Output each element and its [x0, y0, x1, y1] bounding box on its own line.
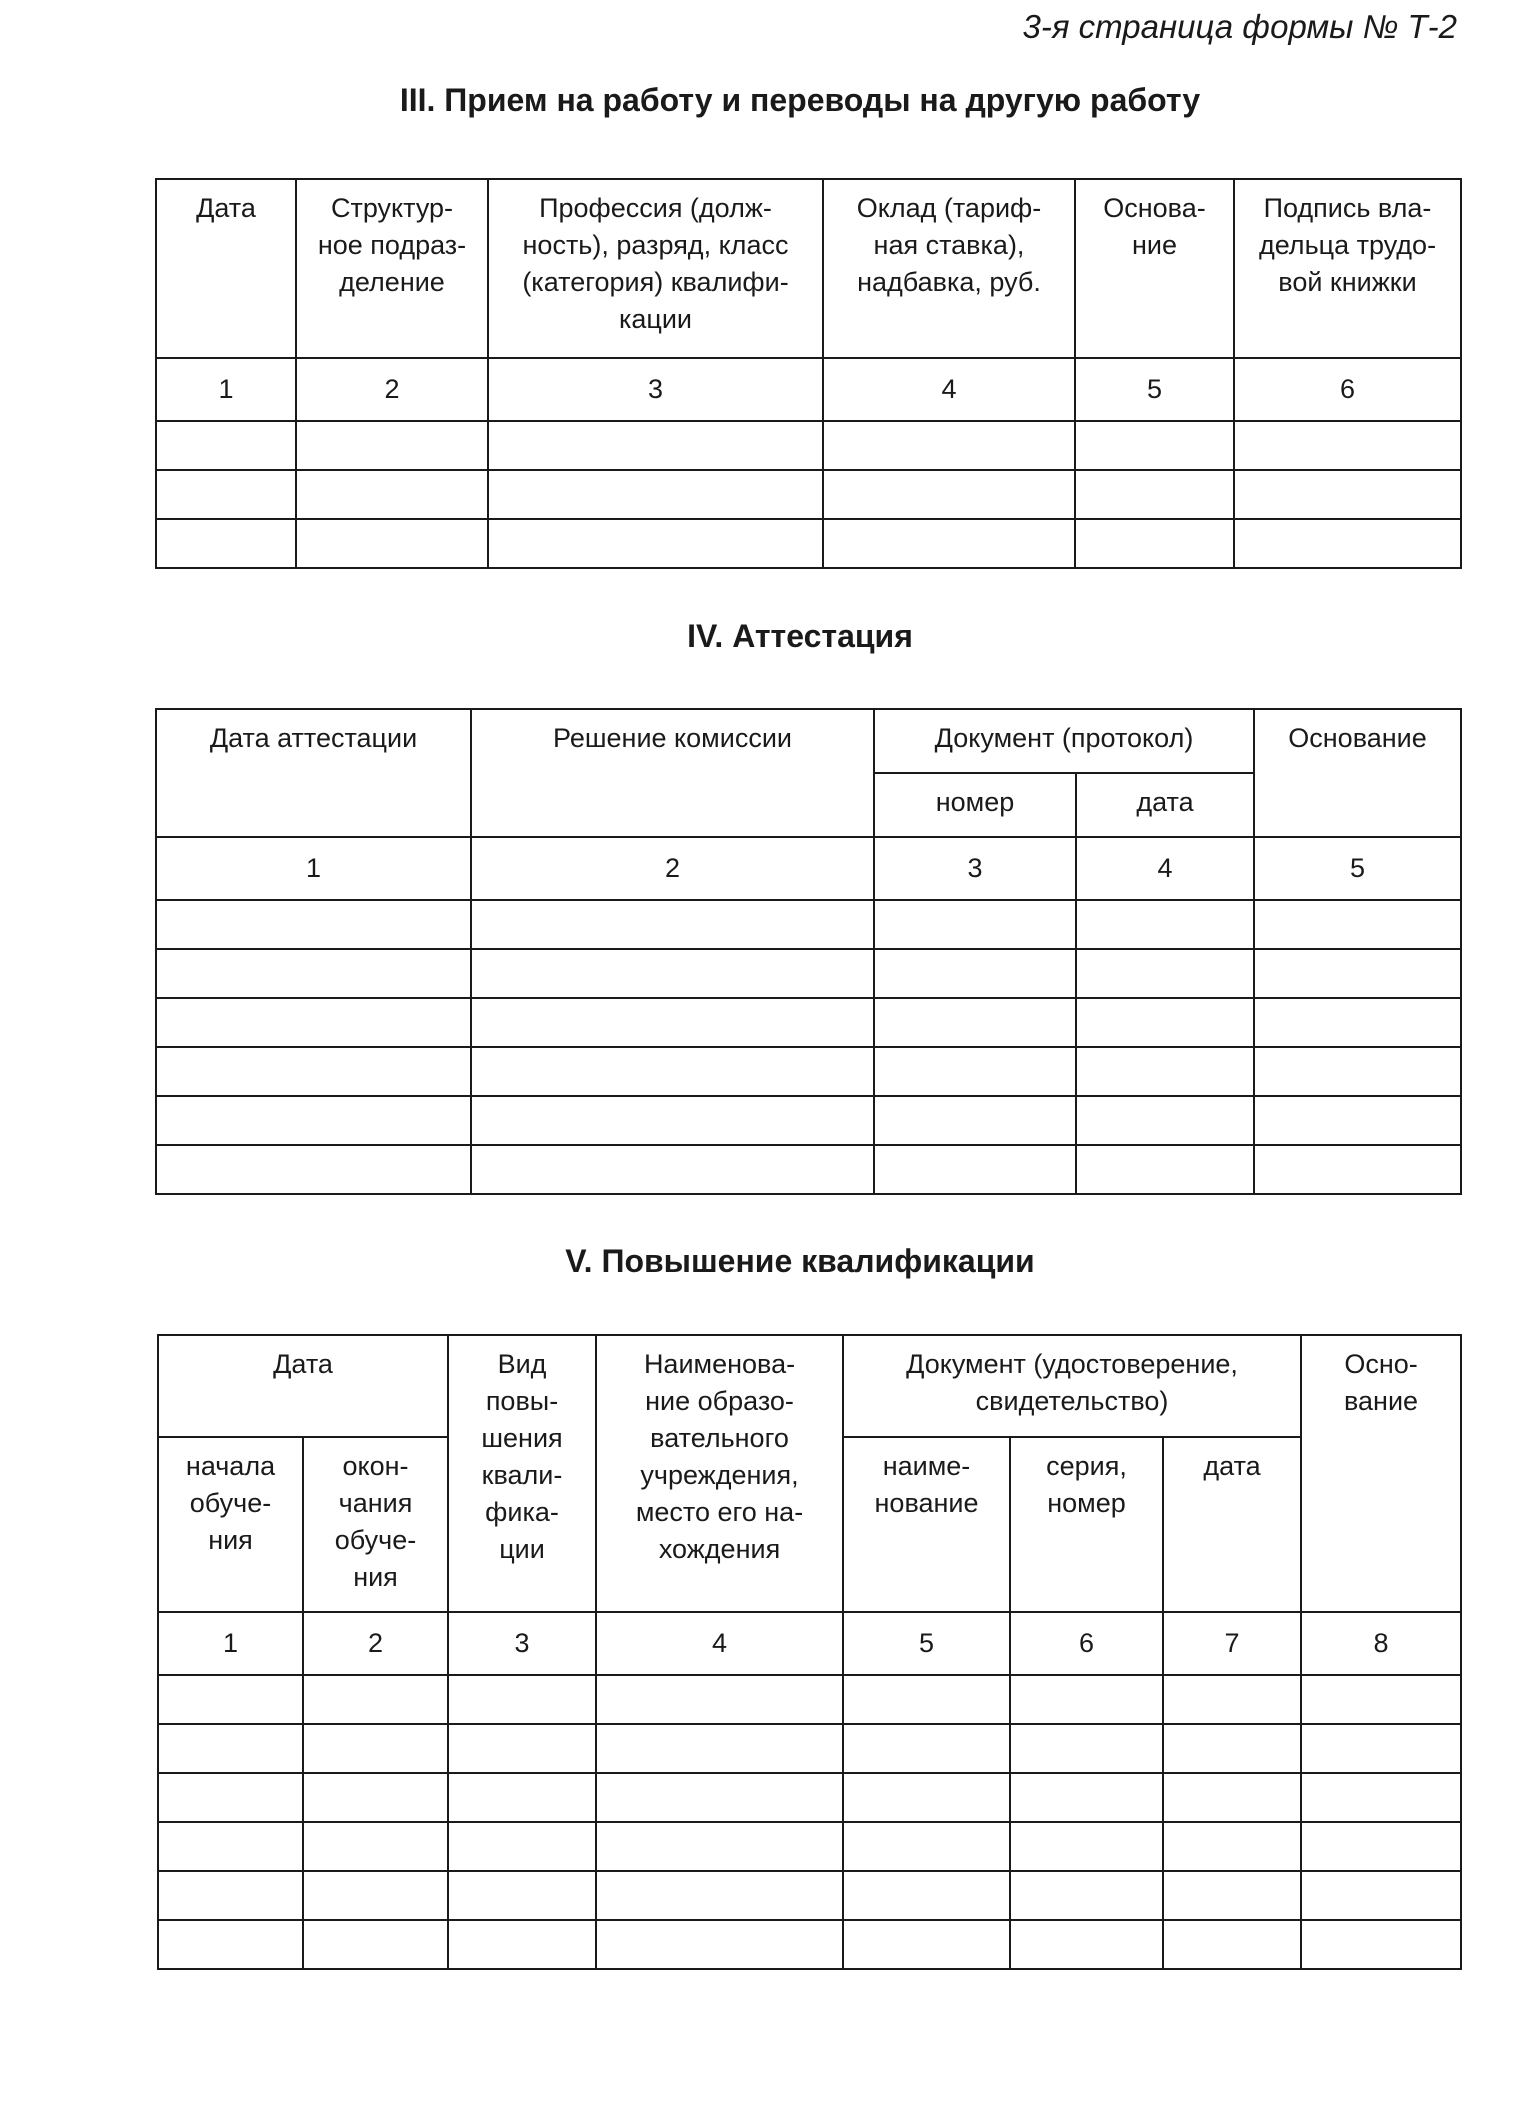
table-row [156, 1047, 1461, 1096]
table-cell[interactable] [448, 1920, 596, 1969]
table-row [156, 1096, 1461, 1145]
table-cell[interactable] [303, 1675, 448, 1724]
table-cell[interactable] [448, 1871, 596, 1920]
table-cell[interactable] [1254, 1145, 1461, 1194]
table-cell[interactable] [1301, 1724, 1461, 1773]
column-header-protocol-date: дата [1076, 773, 1254, 837]
column-header-training-start: начала обуче- ния [158, 1437, 303, 1612]
table-row [158, 1724, 1461, 1773]
table-cell[interactable] [1301, 1675, 1461, 1724]
section-3-title: III. Прием на работу и переводы на другую работу [399, 82, 1201, 118]
table-cell[interactable] [1163, 1871, 1301, 1920]
column-header-document-series: серия, номер [1010, 1437, 1163, 1612]
table-cell[interactable] [823, 470, 1075, 519]
table-cell[interactable] [1010, 1773, 1163, 1822]
table-cell[interactable] [158, 1675, 303, 1724]
column-number: 4 [1076, 837, 1254, 900]
table-cell[interactable] [596, 1724, 843, 1773]
table-cell[interactable] [158, 1822, 303, 1871]
table-cell[interactable] [1075, 470, 1234, 519]
table-cell[interactable] [156, 470, 296, 519]
column-number: 5 [1254, 837, 1461, 900]
table-cell[interactable] [1010, 1920, 1163, 1969]
table-cell[interactable] [843, 1871, 1010, 1920]
table-cell[interactable] [448, 1773, 596, 1822]
table-cell[interactable] [296, 421, 488, 470]
table-cell[interactable] [1301, 1822, 1461, 1871]
column-number: 3 [488, 358, 823, 421]
column-header-institution: Наименова- ние образо- вательного учреждения, место его на- хождения [596, 1335, 843, 1612]
column-number: 3 [874, 837, 1076, 900]
column-header-salary: Оклад (тариф- ная ставка), надбавка, руб. [823, 179, 1075, 358]
column-number: 2 [471, 837, 874, 900]
table-cell[interactable] [1163, 1724, 1301, 1773]
column-header-date: Дата [156, 179, 296, 358]
table-cell[interactable] [448, 1822, 596, 1871]
table-cell[interactable] [303, 1871, 448, 1920]
table-cell[interactable] [1254, 998, 1461, 1047]
table-cell[interactable] [1301, 1871, 1461, 1920]
table-cell[interactable] [158, 1871, 303, 1920]
column-number: 5 [1075, 358, 1234, 421]
table-cell[interactable] [303, 1822, 448, 1871]
column-header-department: Структур- ное подраз- деление [296, 179, 488, 358]
table-cell[interactable] [471, 900, 874, 949]
column-number: 3 [448, 1612, 596, 1675]
table-cell[interactable] [596, 1871, 843, 1920]
table-cell[interactable] [448, 1724, 596, 1773]
table-cell[interactable] [843, 1724, 1010, 1773]
table-cell[interactable] [1076, 1047, 1254, 1096]
column-header-document-date: дата [1163, 1437, 1301, 1612]
column-header-basis: Основание [1254, 709, 1461, 837]
table-cell[interactable] [1076, 900, 1254, 949]
table-cell[interactable] [1301, 1773, 1461, 1822]
column-header-training-end: окон- чания обуче- ния [303, 1437, 448, 1612]
table-cell[interactable] [156, 998, 471, 1047]
table-cell[interactable] [471, 998, 874, 1047]
table-cell[interactable] [303, 1724, 448, 1773]
table-cell[interactable] [1076, 998, 1254, 1047]
table-cell[interactable] [596, 1773, 843, 1822]
table-cell[interactable] [1163, 1773, 1301, 1822]
table-cell[interactable] [843, 1675, 1010, 1724]
column-number: 2 [296, 358, 488, 421]
table-cell[interactable] [874, 1145, 1076, 1194]
table-cell[interactable] [471, 1096, 874, 1145]
table-cell[interactable] [596, 1822, 843, 1871]
table-cell[interactable] [156, 421, 296, 470]
table-cell[interactable] [1163, 1822, 1301, 1871]
column-header-protocol-document: Документ (протокол) [874, 709, 1254, 773]
table-cell[interactable] [471, 949, 874, 998]
column-header-protocol-number: номер [874, 773, 1076, 837]
table-cell[interactable] [488, 519, 823, 568]
table-cell[interactable] [158, 1724, 303, 1773]
table-cell[interactable] [843, 1822, 1010, 1871]
table-cell[interactable] [448, 1675, 596, 1724]
column-header-signature: Подпись вла- дельца трудо- вой книжки [1234, 179, 1461, 358]
table-cell[interactable] [874, 900, 1076, 949]
table-cell[interactable] [1254, 949, 1461, 998]
table-cell[interactable] [596, 1675, 843, 1724]
table-cell[interactable] [1010, 1822, 1163, 1871]
column-header-commission-decision: Решение комиссии [471, 709, 874, 837]
column-number: 6 [1234, 358, 1461, 421]
table-cell[interactable] [1254, 1096, 1461, 1145]
table-row [156, 900, 1461, 949]
table-cell[interactable] [1010, 1724, 1163, 1773]
table-cell[interactable] [823, 519, 1075, 568]
table-cell[interactable] [874, 1047, 1076, 1096]
table-cell[interactable] [843, 1773, 1010, 1822]
table-row [156, 470, 1461, 519]
column-number: 1 [156, 358, 296, 421]
table-cell[interactable] [1163, 1920, 1301, 1969]
column-header-training-dates: Дата [158, 1335, 448, 1437]
table-cell[interactable] [303, 1920, 448, 1969]
table-cell[interactable] [874, 949, 1076, 998]
column-number: 4 [596, 1612, 843, 1675]
table-cell[interactable] [1254, 900, 1461, 949]
column-number: 8 [1301, 1612, 1461, 1675]
table-cell[interactable] [874, 1096, 1076, 1145]
table-row [156, 1145, 1461, 1194]
table-cell[interactable] [156, 519, 296, 568]
column-header-training-kind: Вид повы- шения квали- фика- ции [448, 1335, 596, 1612]
table-cell[interactable] [1010, 1871, 1163, 1920]
table-row [158, 1822, 1461, 1871]
table-cell[interactable] [596, 1920, 843, 1969]
table-cell[interactable] [1010, 1675, 1163, 1724]
table-cell[interactable] [488, 421, 823, 470]
table-row [158, 1773, 1461, 1822]
attestation-table [155, 708, 1462, 1195]
table-cell[interactable] [488, 470, 823, 519]
table-cell[interactable] [156, 949, 471, 998]
table-row [156, 949, 1461, 998]
table-row [156, 519, 1461, 568]
table-cell[interactable] [1076, 1096, 1254, 1145]
table-cell[interactable] [156, 1096, 471, 1145]
table-cell[interactable] [1163, 1675, 1301, 1724]
table-cell[interactable] [1234, 519, 1461, 568]
table-cell[interactable] [296, 519, 488, 568]
table-cell[interactable] [303, 1773, 448, 1822]
column-header-basis: Осно- вание [1301, 1335, 1461, 1612]
column-number: 5 [843, 1612, 1010, 1675]
table-row [156, 998, 1461, 1047]
table-cell[interactable] [823, 421, 1075, 470]
column-header-basis: Основа- ние [1075, 179, 1234, 358]
table-row [158, 1871, 1461, 1920]
table-cell[interactable] [156, 900, 471, 949]
form-page-label: 3-я страница формы № Т-2 [1022, 8, 1457, 45]
table-cell[interactable] [158, 1773, 303, 1822]
table-cell[interactable] [156, 1145, 471, 1194]
table-cell[interactable] [296, 470, 488, 519]
table-row [158, 1675, 1461, 1724]
table-cell[interactable] [1075, 421, 1234, 470]
table-row [156, 421, 1461, 470]
table-cell[interactable] [156, 1047, 471, 1096]
table-cell[interactable] [471, 1145, 874, 1194]
column-number: 7 [1163, 1612, 1301, 1675]
column-header-attestation-date: Дата аттестации [156, 709, 471, 837]
table-cell[interactable] [158, 1920, 303, 1969]
column-number: 2 [303, 1612, 448, 1675]
column-header-profession: Профессия (долж- ность), разряд, класс (категория) квалифи- кации [488, 179, 823, 358]
table-cell[interactable] [1075, 519, 1234, 568]
section-5-title: V. Повышение квалификации [565, 1243, 1035, 1279]
table-cell[interactable] [1254, 1047, 1461, 1096]
column-header-document-name: наиме- нование [843, 1437, 1010, 1612]
table-cell[interactable] [1076, 949, 1254, 998]
table-cell[interactable] [874, 998, 1076, 1047]
table-cell[interactable] [843, 1920, 1010, 1969]
column-number: 4 [823, 358, 1075, 421]
column-number: 1 [156, 837, 471, 900]
hiring-transfers-table [155, 178, 1462, 569]
table-cell[interactable] [1076, 1145, 1254, 1194]
section-4-title: IV. Аттестация [687, 618, 913, 654]
column-number: 6 [1010, 1612, 1163, 1675]
table-cell[interactable] [1234, 470, 1461, 519]
table-cell[interactable] [471, 1047, 874, 1096]
qualification-table [157, 1334, 1462, 1970]
table-cell[interactable] [1301, 1920, 1461, 1969]
column-header-certificate-document: Документ (удостоверение, свидетельство) [843, 1335, 1301, 1437]
table-row [158, 1920, 1461, 1969]
column-number: 1 [158, 1612, 303, 1675]
table-cell[interactable] [1234, 421, 1461, 470]
